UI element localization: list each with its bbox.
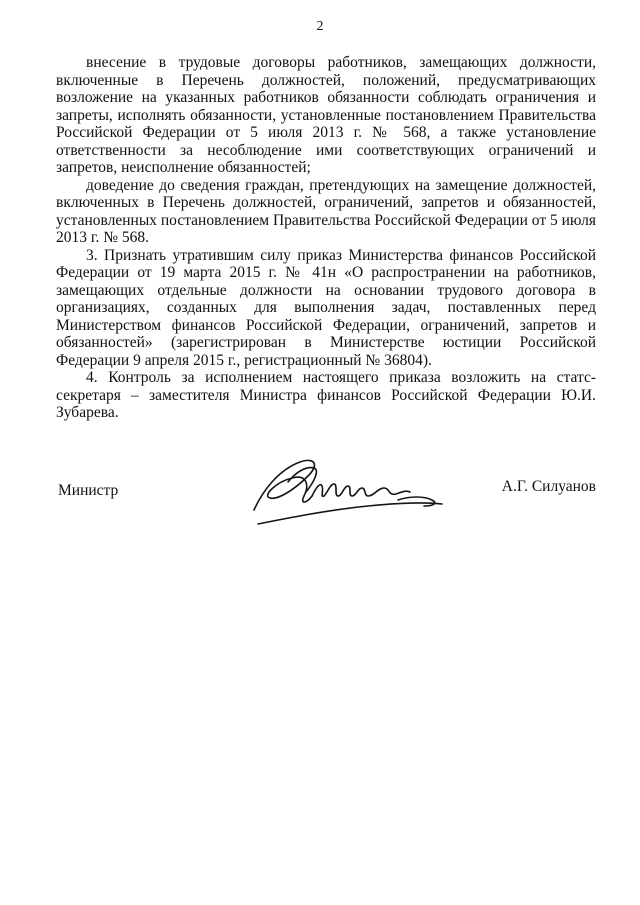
signature-stroke-underline: [258, 503, 442, 524]
document-body: [56, 54, 596, 422]
handwritten-signature: [248, 452, 448, 532]
paragraph-item-3-repeal: 3. Признать утратившим силу приказ Министерства финансов Российской Федерации от 19 марта 2015 г. № 41н «О распространении на работников, замещающих отдельные должности на основании трудового договора в организациях, созданных для выполнения задач, поставленных перед Министерством финансов Российской Федерации, ограничений, запретов и обязанностей» (зарегистрирован в Министерстве юстиции Российской Федерации 9 апреля 2015 г., регистрационный № 36804).: [56, 246, 596, 369]
paragraph-citizens-notice: доведение до сведения граждан, претендующих на замещение должностей, включенных в Перечень должностей, ограничений, запретов и обязанностей, установленных постановлением Правительства Российской Федерации от 5 июля 2013 г. № 568.: [56, 176, 596, 246]
signatory-name: А.Г. Силуанов: [501, 478, 596, 495]
page-number: 2: [316, 19, 324, 34]
signature-stroke-body: [312, 484, 410, 496]
signature-stroke-tail: [398, 497, 435, 506]
paragraph-employment-contracts: внесение в трудовые договоры работников, замещающих должности, включенные в Перечень должностей, положений, предусматривающих возложение на указанных работников обязанности соблюдать ограничения и запреты, исполнять обязанности, установленные постановлением Правительства Российской Федерации от 5 июля 2013 г. № 568, а также установление ответственности за несоблюдение ими соответствующих ограничений и запретов, неисполнение обязанностей;: [56, 54, 596, 176]
signatory-title: Министр: [58, 482, 119, 499]
paragraph-item-4-control: 4. Контроль за исполнением настоящего приказа возложить на статс-секретаря – заместителя Министра финансов Российской Федерации Ю.И. Зубарева.: [56, 369, 596, 421]
